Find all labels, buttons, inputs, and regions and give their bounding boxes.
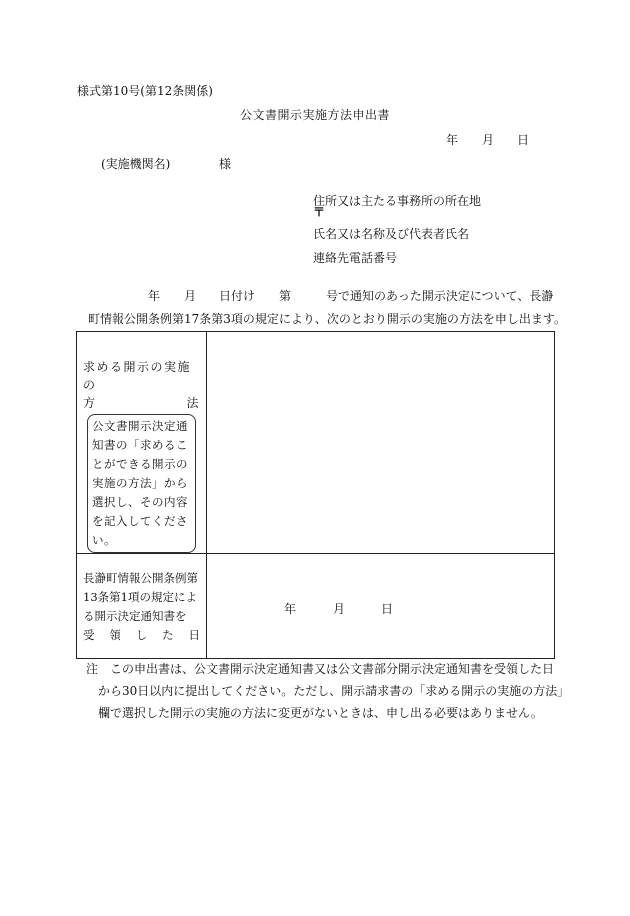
body-month-label: 月 (184, 289, 197, 303)
date-year-label: 年 (446, 133, 459, 147)
body-text-line-1 (0, 288, 630, 304)
receipt-label-char: し (135, 628, 148, 642)
body-line1-tail: 号で通知のあった開示決定について、長瀞 (326, 289, 554, 303)
receipt-month-label: 月 (333, 602, 346, 616)
method-row (77, 332, 555, 554)
receipt-date-row (77, 554, 555, 659)
method-label-hou: 法 (186, 396, 200, 410)
document-title: 公文書開示実施方法申出書 (239, 108, 390, 122)
receipt-label-line-4 (83, 626, 200, 645)
receipt-label-line-3: る開示決定通知書を (83, 609, 187, 623)
method-label (77, 332, 206, 412)
footnote-line-3: 欄で選択した開示の実施の方法に変更がないときは、申し出る必要はありません。 (98, 706, 543, 720)
method-label-line-1: 求める開示の実施の (83, 360, 192, 392)
recipient-agency-label: (実施機関名) (101, 157, 171, 171)
method-input-cell[interactable] (207, 332, 555, 554)
date-day-label: 日 (517, 133, 530, 147)
footnote-line-1: 注 この申出書は、公文書開示決定通知書又は公文書部分開示決定通知書を受領した日 (86, 662, 555, 676)
method-instruction-note: 公文書開示決定通知書の「求めることができる開示の実施の方法」から選択し、その内容を記入してください。 (87, 414, 196, 553)
body-dai-label: 第 (279, 289, 292, 303)
receipt-label-line-2: 13条第1項の規定によ (83, 590, 197, 604)
applicant-address-label: 住所又は主たる事務所の所在地 (313, 194, 482, 208)
recipient-honorific: 様 (219, 157, 232, 171)
footnote (86, 658, 570, 724)
form-number: 様式第10号(第12条関係) (77, 84, 213, 98)
method-label-ho: 方 (83, 396, 97, 410)
receipt-label-char: 日 (188, 628, 200, 642)
receipt-label-char: た (162, 628, 174, 642)
receipt-label-char: 領 (109, 628, 121, 642)
application-table (76, 331, 555, 659)
receipt-label-char: 受 (83, 628, 95, 642)
receipt-day-label: 日 (381, 602, 394, 616)
body-year-label: 年 (148, 289, 161, 303)
receipt-date-cell[interactable] (207, 554, 555, 659)
method-label-line-2 (83, 394, 200, 412)
footnote-line-2: から30日以内に提出してください。ただし、開示請求書の「求める開示の実施の方法」 (98, 684, 570, 698)
date-month-label: 月 (482, 133, 495, 147)
receipt-year-label: 年 (284, 602, 297, 616)
body-day-dated-label: 日付け (219, 289, 256, 303)
receipt-label-cell (77, 554, 207, 659)
body-text-line-2: 町情報公開条例第17条第3項の規定により、次のとおり開示の実施の方法を申し出ます。 (88, 312, 566, 326)
applicant-name-label: 氏名又は名称及び代表者氏名 (313, 227, 470, 241)
receipt-label (77, 554, 206, 645)
postal-mark: 〒 (313, 205, 326, 219)
receipt-label-line-1: 長瀞町情報公開条例第 (83, 571, 198, 585)
applicant-phone-label: 連絡先電話番号 (313, 251, 398, 265)
method-label-cell (77, 332, 207, 554)
